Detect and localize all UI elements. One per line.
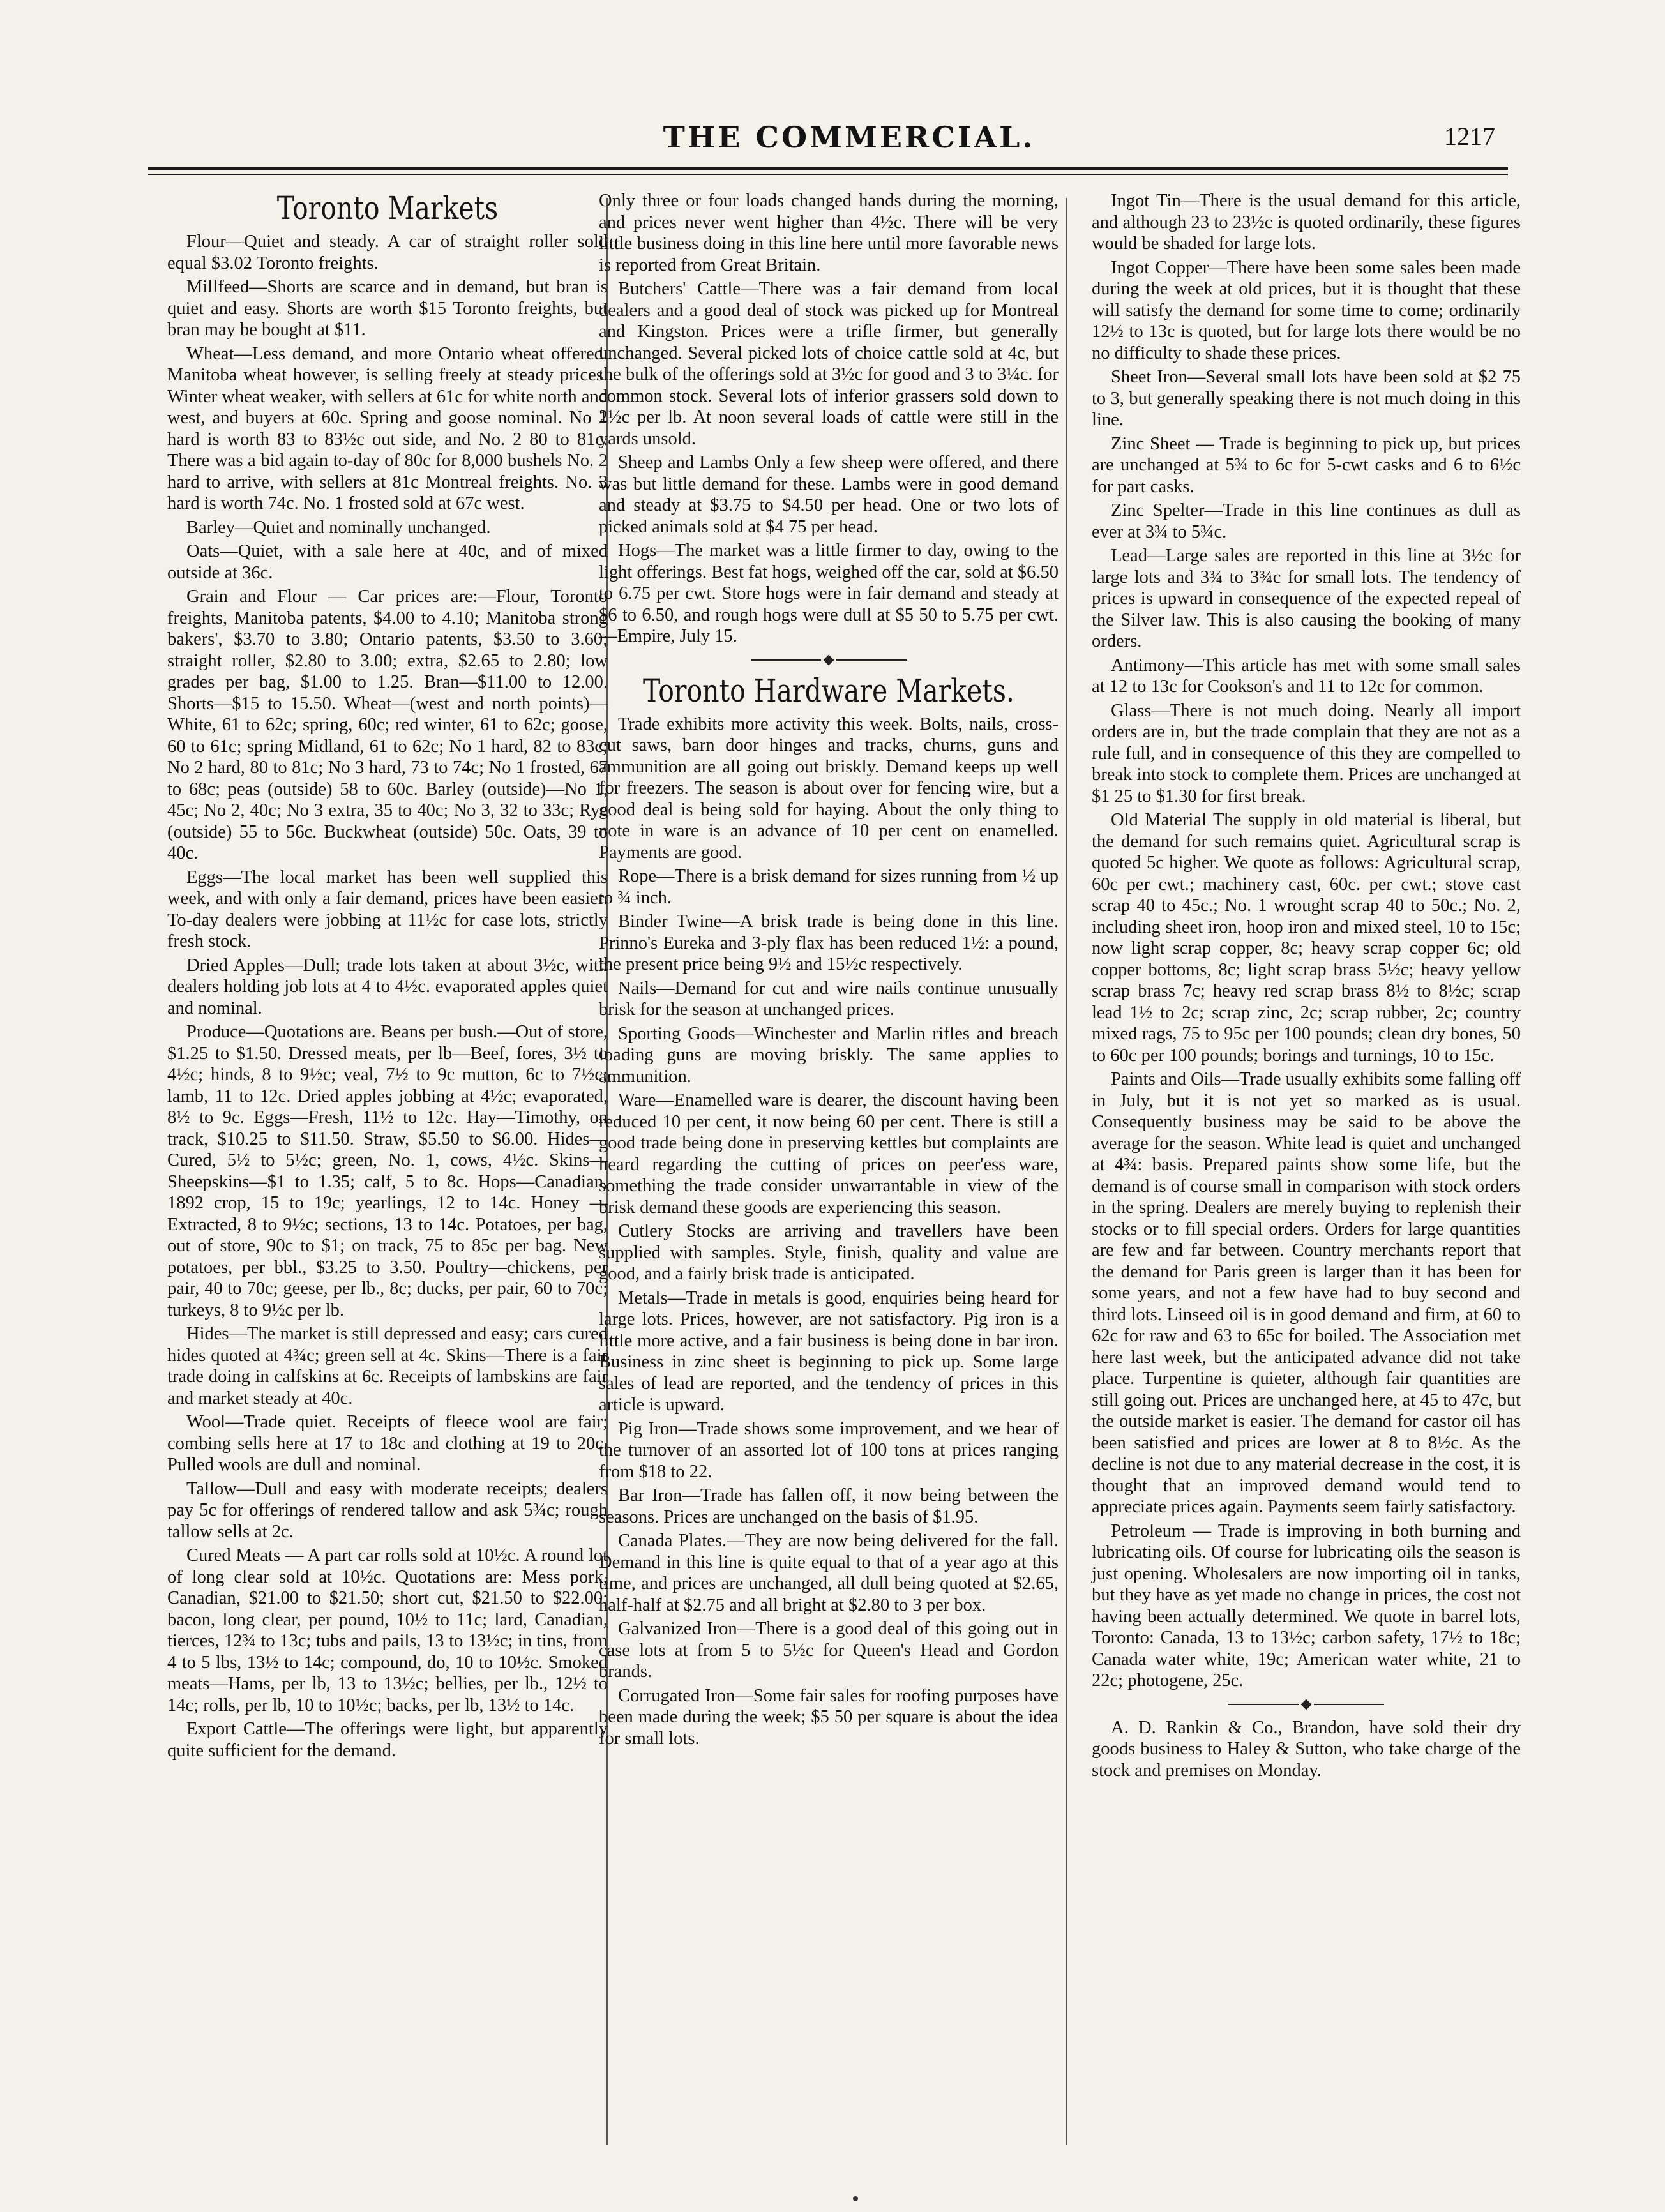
paragraph: Only three or four loads changed hands during the morning, and prices never went higher than 4½c. There will be very little business doing in this line here until more favorable news is reported from Great Britain. — [599, 191, 1059, 275]
paragraph: Millfeed—Shorts are scarce and in demand, but bran is quiet and easy. Shorts are worth $15 Toronto freights, but bran may be bought at $11. — [167, 277, 608, 340]
masthead-title: THE COMMERCIAL. — [663, 120, 1036, 154]
paragraph: Rope—There is a brisk demand for sizes running from ½ up to ¾ inch. — [599, 866, 1059, 908]
header-rule-thin — [148, 174, 1508, 175]
paragraph: Antimony—This article has met with some small sales at 12 to 13c for Cookson's and 11 to 12c for common. — [1092, 655, 1521, 696]
section-divider — [599, 656, 1059, 664]
paragraph: Zinc Spelter—Trade in this line continues as dull as ever at 3¾ to 5¾c. — [1092, 500, 1521, 542]
column-divider — [1066, 198, 1067, 2145]
paragraph: Hides—The market is still depressed and easy; cars cured hides quoted at 4¾c; green sell at 4c. Skins—There is a fair trade doing in calfskins at 6c. Receipts of lambskins are fair and market steady at 40c. — [167, 1324, 608, 1408]
paragraph: Cutlery Stocks are arriving and travellers have been supplied with samples. Style, finish, quality and value are good, and a fairly brisk trade is anticipated. — [599, 1221, 1059, 1284]
column-1 — [167, 190, 608, 1764]
paragraph: Pig Iron—Trade shows some improvement, and we hear of the turnover of an assorted lot of 100 tons at prices ranging from $18 to 22. — [599, 1418, 1059, 1482]
paragraph: Hogs—The market was a little firmer to day, owing to the light offerings. Best fat hogs, weighed off the car, sold at $6.50 to 6.75 per cwt. Store hogs were in fair demand and steady at $6 to 6.50, and rough hogs were dull at $5 50 to 5.75 per cwt.—Empire, July 15. — [599, 541, 1059, 646]
paragraph: Galvanized Iron—There is a good deal of this going out in case lots at from 5 to 5½c for Queen's Head and Gordon brands. — [599, 1619, 1059, 1682]
paragraph: Export Cattle—The offerings were light, but apparently quite sufficient for the demand. — [167, 1719, 608, 1761]
section-heading-hardware-markets: Toronto Hardware Markets. — [643, 672, 1014, 709]
column-2 — [599, 190, 1059, 1752]
paragraph: Sheet Iron—Several small lots have been sold at $2 75 to 3, but generally speaking there is not much doing in this line. — [1092, 367, 1521, 430]
paragraph: Grain and Flour — Car prices are:—Flour, Toronto freights, Manitoba patents, $4.00 to 4.10; Manitoba strong bakers', $3.70 to 3.80; Ontario patents, $3.50 to 3.60; straight roller, $2.80 to 3.00; extra, $2.65 to 2.80; low grades per bag, $1.00 to 1.25. Bran—$11.00 to 12.00. Shorts—$15 to 15.50. Wheat—(west and north points)—White, 61 to 62c; spring, 60c; red winter, 61 to 62c; goose, 60 to 61c; spring Midland, 61 to 62c; No 1 hard, 82 to 83c; No 2 hard, 80 to 81c; No 3 hard, 73 to 74c; No 1 frosted, 67 to 68c; peas (outside) 58 to 60c. Barley (outside)—No 1, 45c; No 2, 40c; No 3 extra, 35 to 40c; No 3, 32 to 33c; Rye (outside) 55 to 56c. Buckwheat (outside) 50c. Oats, 39 to 40c. — [167, 587, 608, 863]
section-divider — [1092, 1701, 1521, 1708]
paragraph: Old Material The supply in old material is liberal, but the demand for such remains quiet. Agricultural scrap is quoted 5c higher. We quote as follows: Agricultural scrap, 60c per cwt.; machinery cast, 60c. per cwt.; stove cast scrap 40 to 45c.; No. 1 wrought scrap 40 to 50c.; No. 2, including sheet iron, hoop iron and mixed steel, 10 to 15c; now light scrap copper, 8c; heavy scrap copper 6c; old copper bottoms, 8c; light scrap brass 5½c; heavy yellow scrap brass 7c; heavy red scrap brass 8½ to 8½c; scrap lead 1½ to 2c; scrap zinc, 2c; scrap rubber, 2c; country mixed rags, 75 to 95c per 100 pounds; clean dry bones, 50 to 60c per 100 pounds; borings and turnings, 10 to 15c. — [1092, 810, 1521, 1065]
paragraph: Ingot Tin—There is the usual demand for this article, and although 23 to 23½c is quoted ordinarily, these figures would be shaded for large lots. — [1092, 191, 1521, 253]
paragraph: Nails—Demand for cut and wire nails continue unusually brisk for the season at unchanged prices. — [599, 978, 1059, 1019]
paragraph: Flour—Quiet and steady. A car of straight roller sold equal $3.02 Toronto freights. — [167, 232, 608, 273]
paragraph: Corrugated Iron—Some fair sales for roofing purposes have been made during the week; $5 50 per square is about the idea for small lots. — [599, 1685, 1059, 1749]
header-rule — [148, 167, 1508, 170]
paragraph: Dried Apples—Dull; trade lots taken at about 3½c, with dealers holding job lots at 4 to 4½c. evaporated apples quiet and nominal. — [167, 955, 608, 1018]
paragraph: Paints and Oils—Trade usually exhibits some falling off in July, but it is not yet so marked as is usual. Consequently business may be said to be above the average for the season. White lead is quiet and unchanged at 4¾: basis. Prepared paints show some life, but the demand is of course small in comparison with stock orders in the spring. Dealers are merely buying to replenish their stocks or to fill special orders. Orders for large quantities are few and far between. Country merchants report that the demand for Paris green is larger than it has been for some years, and not a few have had to buy second and third lots. Linseed oil is in good demand and firm, at 60 to 62c for raw and 63 to 65c for boiled. The Association met here last week, but the anticipated advance did not take place. Turpentine is quieter, although fair quantities are still going out. Prices are unchanged here, at 45 to 47c, but the outside market is easier. The demand for castor oil has been satisfied and prices are lower at 8 to 8½c. As the decline is not due to any material decrease in the cost, it is thought that an improved demand would tend to appreciate prices again. Payments seem fairly satisfactory. — [1092, 1069, 1521, 1517]
paragraph: Ware—Enamelled ware is dearer, the discount having been reduced 10 per cent, it now being 60 per cent. There is still a good trade being done in preserving kettles but complaints are heard regarding the cutting of prices on peer'ess ware, something the trade consider unwarrantable in view of the brisk demand these goods are experiencing this season. — [599, 1090, 1059, 1217]
paragraph: Tallow—Dull and easy with moderate receipts; dealers pay 5c for offerings of rendered tallow and ask 5¾c; rough tallow sells at 2c. — [167, 1478, 608, 1542]
business-notice: A. D. Rankin & Co., Brandon, have sold their dry goods business to Haley & Sutton, who take charge of the stock and premises on Monday. — [1092, 1717, 1521, 1780]
section-heading-toronto-markets: Toronto Markets — [276, 190, 499, 227]
paragraph: Eggs—The local market has been well supplied this week, and with only a fair demand, prices have been easier. To-day dealers were jobbing at 11½c for case lots, strictly fresh stock. — [167, 867, 608, 951]
paragraph: Barley—Quiet and nominally unchanged. — [186, 517, 491, 538]
paragraph: Petroleum — Trade is improving in both burning and lubricating oils. Of course for lubricating oils the season is just opening. Wholesalers are now importing oil in tanks, but they have as yet made no change in prices, the cost not having been actually determined. We quote in barrel lots, Toronto: Canada, 13 to 13½c; carbon safety, 17½ to 18c; Canada water white, 19c; American water white, 21 to 22c; photogene, 25c. — [1092, 1521, 1521, 1690]
paragraph: Trade exhibits more activity this week. Bolts, nails, cross-cut saws, barn door hinges and tracks, churns, guns and ammunition are all going out briskly. Demand keeps up well for freezers. The season is about over for fencing wire, but a good deal is being sold for haying. About the only thing to note in ware is an advance of 10 per cent on enamelled. Payments are good. — [599, 714, 1059, 862]
paragraph: Zinc Sheet — Trade is beginning to pick up, but prices are unchanged at 5¾ to 6c for 5-cwt casks and 6 to 6½c for part casks. — [1092, 433, 1521, 497]
paragraph: Bar Iron—Trade has fallen off, it now being between the seasons. Prices are unchanged on the basis of $1.95. — [599, 1486, 1059, 1527]
paragraph: Canada Plates.—They are now being delivered for the fall. Demand in this line is quite equal to that of a year ago at this time, and prices are unchanged, all dull being quoted at $2.65, half-half at $2.75 and all bright at $2.80 to 3 per box. — [599, 1531, 1059, 1615]
paragraph: Wool—Trade quiet. Receipts of fleece wool are fair; combing sells here at 17 to 18c and clothing at 19 to 20c. Pulled wools are dull and nominal. — [167, 1412, 608, 1475]
paragraph: Oats—Quiet, with a sale here at 40c, and of mixed outside at 36c. — [167, 541, 608, 583]
paragraph: Sheep and Lambs Only a few sheep were offered, and there was but little demand for these. Lambs were in good demand and steady at $3.75 to $4.50 per head. One or two lots of picked animals sold at $4 75 per head. — [599, 453, 1059, 537]
paragraph: Cured Meats — A part car rolls sold at 10½c. A round lot of long clear sold at 10½c. Quotations are: Mess pork, Canadian, $21.00 to $21.50; short cut, $21.50 to $22.00; bacon, long clear, per pound, 10½ to 11c; lard, Canadian, tierces, 12¾ to 13c; tubs and pails, 13 to 13½c; in tins, from 4 to 5 lbs, 13½ to 14c; compound, do, 10 to 10½c. Smoked meats—Hams, per lb, 13 to 13½c; bellies, per lb., 12½ to 14c; rolls, per lb, 10 to 10½c; backs, per lb, 13½ to 14c. — [167, 1546, 608, 1715]
paragraph: Glass—There is not much doing. Nearly all import orders are in, but the trade complain that they are not as a rule full, and in consequence of this they are compelled to break into stock to complete them. Prices are unchanged at $1 25 to $1.30 for first break. — [1092, 700, 1521, 806]
paragraph: Wheat—Less demand, and more Ontario wheat offered. Manitoba wheat however, is selling freely at steady prices. Winter wheat weaker, with sellers at 61c for white north and west, and buyers at 60c. Spring and goose nominal. No 1 hard is worth 83 to 83½c out side, and No. 2 80 to 81c. There was a bid again to-day of 80c for 8,000 bushels No. 2 hard to arrive, with sellers at 81c Montreal freights. No. 3 hard is worth 74c. No. 1 frosted sold at 67c west. — [167, 343, 608, 513]
paragraph: Butchers' Cattle—There was a fair demand from local dealers and a good deal of stock was picked up for Montreal and Kingston. Prices were a trifle firmer, but generally unchanged. Several picked lots of choice cattle sold at 4c, but the bulk of the offerings sold at 3½c for good and 3 to 3¼c. for common stock. Several lots of inferior grassers sold down to 2½c per lb. At noon several loads of cattle were still in the yards unsold. — [599, 279, 1059, 449]
paragraph: Produce—Quotations are. Beans per bush.—Out of store, $1.25 to $1.50. Dressed meats, per lb—Beef, fores, 3½ to 4½c; hinds, 8 to 9½c; veal, 7½ to 9c mutton, 6c to 7½c; lamb, 11 to 12c. Dried apples jobbing at 4½c; evaporated, 8½ to 9c. Eggs—Fresh, 11½ to 12c. Hay—Timothy, on track, $10.25 to $11.50. Straw, $5.50 to $6.00. Hides—Cured, 5½ to 5½c; green, No. 1, cows, 4½c. Skins—Sheepskins—$1 to 1.35; calf, 5 to 8c. Hops—Canadian, 1892 crop, 15 to 19c; yearlings, 12 to 14c. Honey — Extracted, 8 to 9½c; sections, 13 to 14c. Potatoes, per bag, out of store, 90c to $1; on track, 75 to 85c per bag. New potatoes, per bbl., $3.25 to 3.50. Poultry—chickens, per pair, 40 to 70c; geese, per lb., 8c; ducks, per pair, 60 to 70c; turkeys, 8 to 9½c per lb. — [167, 1022, 608, 1320]
paragraph: Binder Twine—A brisk trade is being done in this line. Prinno's Eureka and 3-ply flax has been reduced 1½: a pound, the present price being 9½ and 15½c respectively. — [599, 912, 1059, 974]
paragraph: Ingot Copper—There have been some sales been made during the week at old prices, but it is thought that these will satisfy the demand for some time to come; ordinarily 12½ to 13c is quoted, but for large lots there would be no no difficulty to shade these prices. — [1092, 257, 1521, 363]
column-3 — [1092, 190, 1521, 1784]
paragraph: Sporting Goods—Winchester and Marlin rifles and breach loading guns are moving briskly. The same applies to ammunition. — [599, 1023, 1059, 1087]
paragraph: Lead—Large sales are reported in this line at 3½c for large lots and 3¾ to 3¾c for small lots. The tendency of prices is upward in consequence of the expected repeal of the Silver law. This is also causing the booking of many orders. — [1092, 546, 1521, 651]
paragraph: Metals—Trade in metals is good, enquiries being heard for large lots. Prices, however, are not satisfactory. Pig iron is a little more active, and a fair business is being done in bar iron. Business in zinc sheet is beginning to pick up. Some large sales of lead are reported, and the tendency of prices in this article is upward. — [599, 1288, 1059, 1415]
stray-mark — [853, 2196, 858, 2201]
page-number: 1217 — [1444, 122, 1495, 151]
